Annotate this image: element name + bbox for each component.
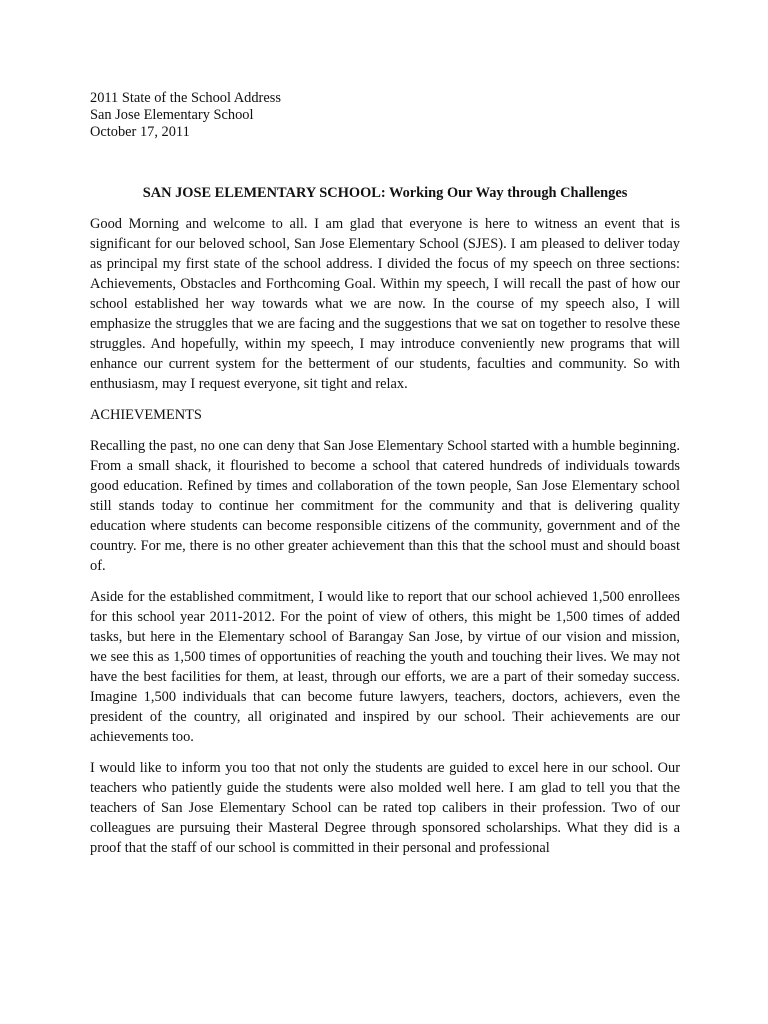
header-event-line: 2011 State of the School Address [90,90,281,106]
achievements-paragraph-2: Aside for the established commitment, I would like to report that our school achieved 1,500 enrollees for this school year 2011-2012. For the point of view of others, this might be 1,500 times of added tasks, but here in the Elementary school of Barangay San Jose, by virtue of our vision and mission, we see this as 1,500 times of opportunities of reaching the youth and touching their lives. We may not have the best facilities for them, at least, through our efforts, we are a part of their someday success. Imagine 1,500 individuals that can become future lawyers, teachers, doctors, achievers, even the president of the country, all originated and inspired by our school. Their achievements are our achievements too. [90,589,680,745]
header-school-line: San Jose Elementary School [90,107,254,123]
achievements-paragraph-1: Recalling the past, no one can deny that San Jose Elementary School started with a humble beginning. From a small shack, it flourished to become a school that catered hundreds of individuals towards good education. Refined by times and collaboration of the town people, San Jose Elementary school still stands today to continue her commitment for the community and that is delivering quality education where students can become responsible citizens of the community, government and of the country. For me, there is no other greater achievement than this that the school must and should boast of. [90,438,680,574]
document-title: SAN JOSE ELEMENTARY SCHOOL: Working Our Way through Challenges [142,185,628,201]
document-header [90,90,680,141]
intro-paragraph: Good Morning and welcome to all. I am glad that everyone is here to witness an event that is significant for our beloved school, San Jose Elementary School (SJES). I am pleased to deliver today as principal my first state of the school address. I divided the focus of my speech on three sections: Achievements, Obstacles and Forthcoming Goal. Within my speech, I will recall the past of how our school established her way towards what we are now. In the course of my speech also, I will emphasize the struggles that we are facing and the suggestions that we sat on together to resolve these struggles. And hopefully, within my speech, I may introduce conveniently new programs that will enhance our current system for the betterment of our students, faculties and community. So with enthusiasm, may I request everyone, sit tight and relax. [90,216,680,392]
achievements-paragraph-3: I would like to inform you too that not only the students are guided to excel here in our school. Our teachers who patiently guide the students were also molded well here. I am glad to tell you that the teachers of San Jose Elementary School can be rated top calibers in their profession. Two of our colleagues are pursuing their Masteral Degree through sponsored scholarships. What they did is a proof that the staff of our school is committed in their personal and professional [90,760,680,856]
section-heading-achievements: ACHIEVEMENTS [90,407,202,423]
document-page [90,90,680,858]
header-date-line: October 17, 2011 [90,124,190,140]
